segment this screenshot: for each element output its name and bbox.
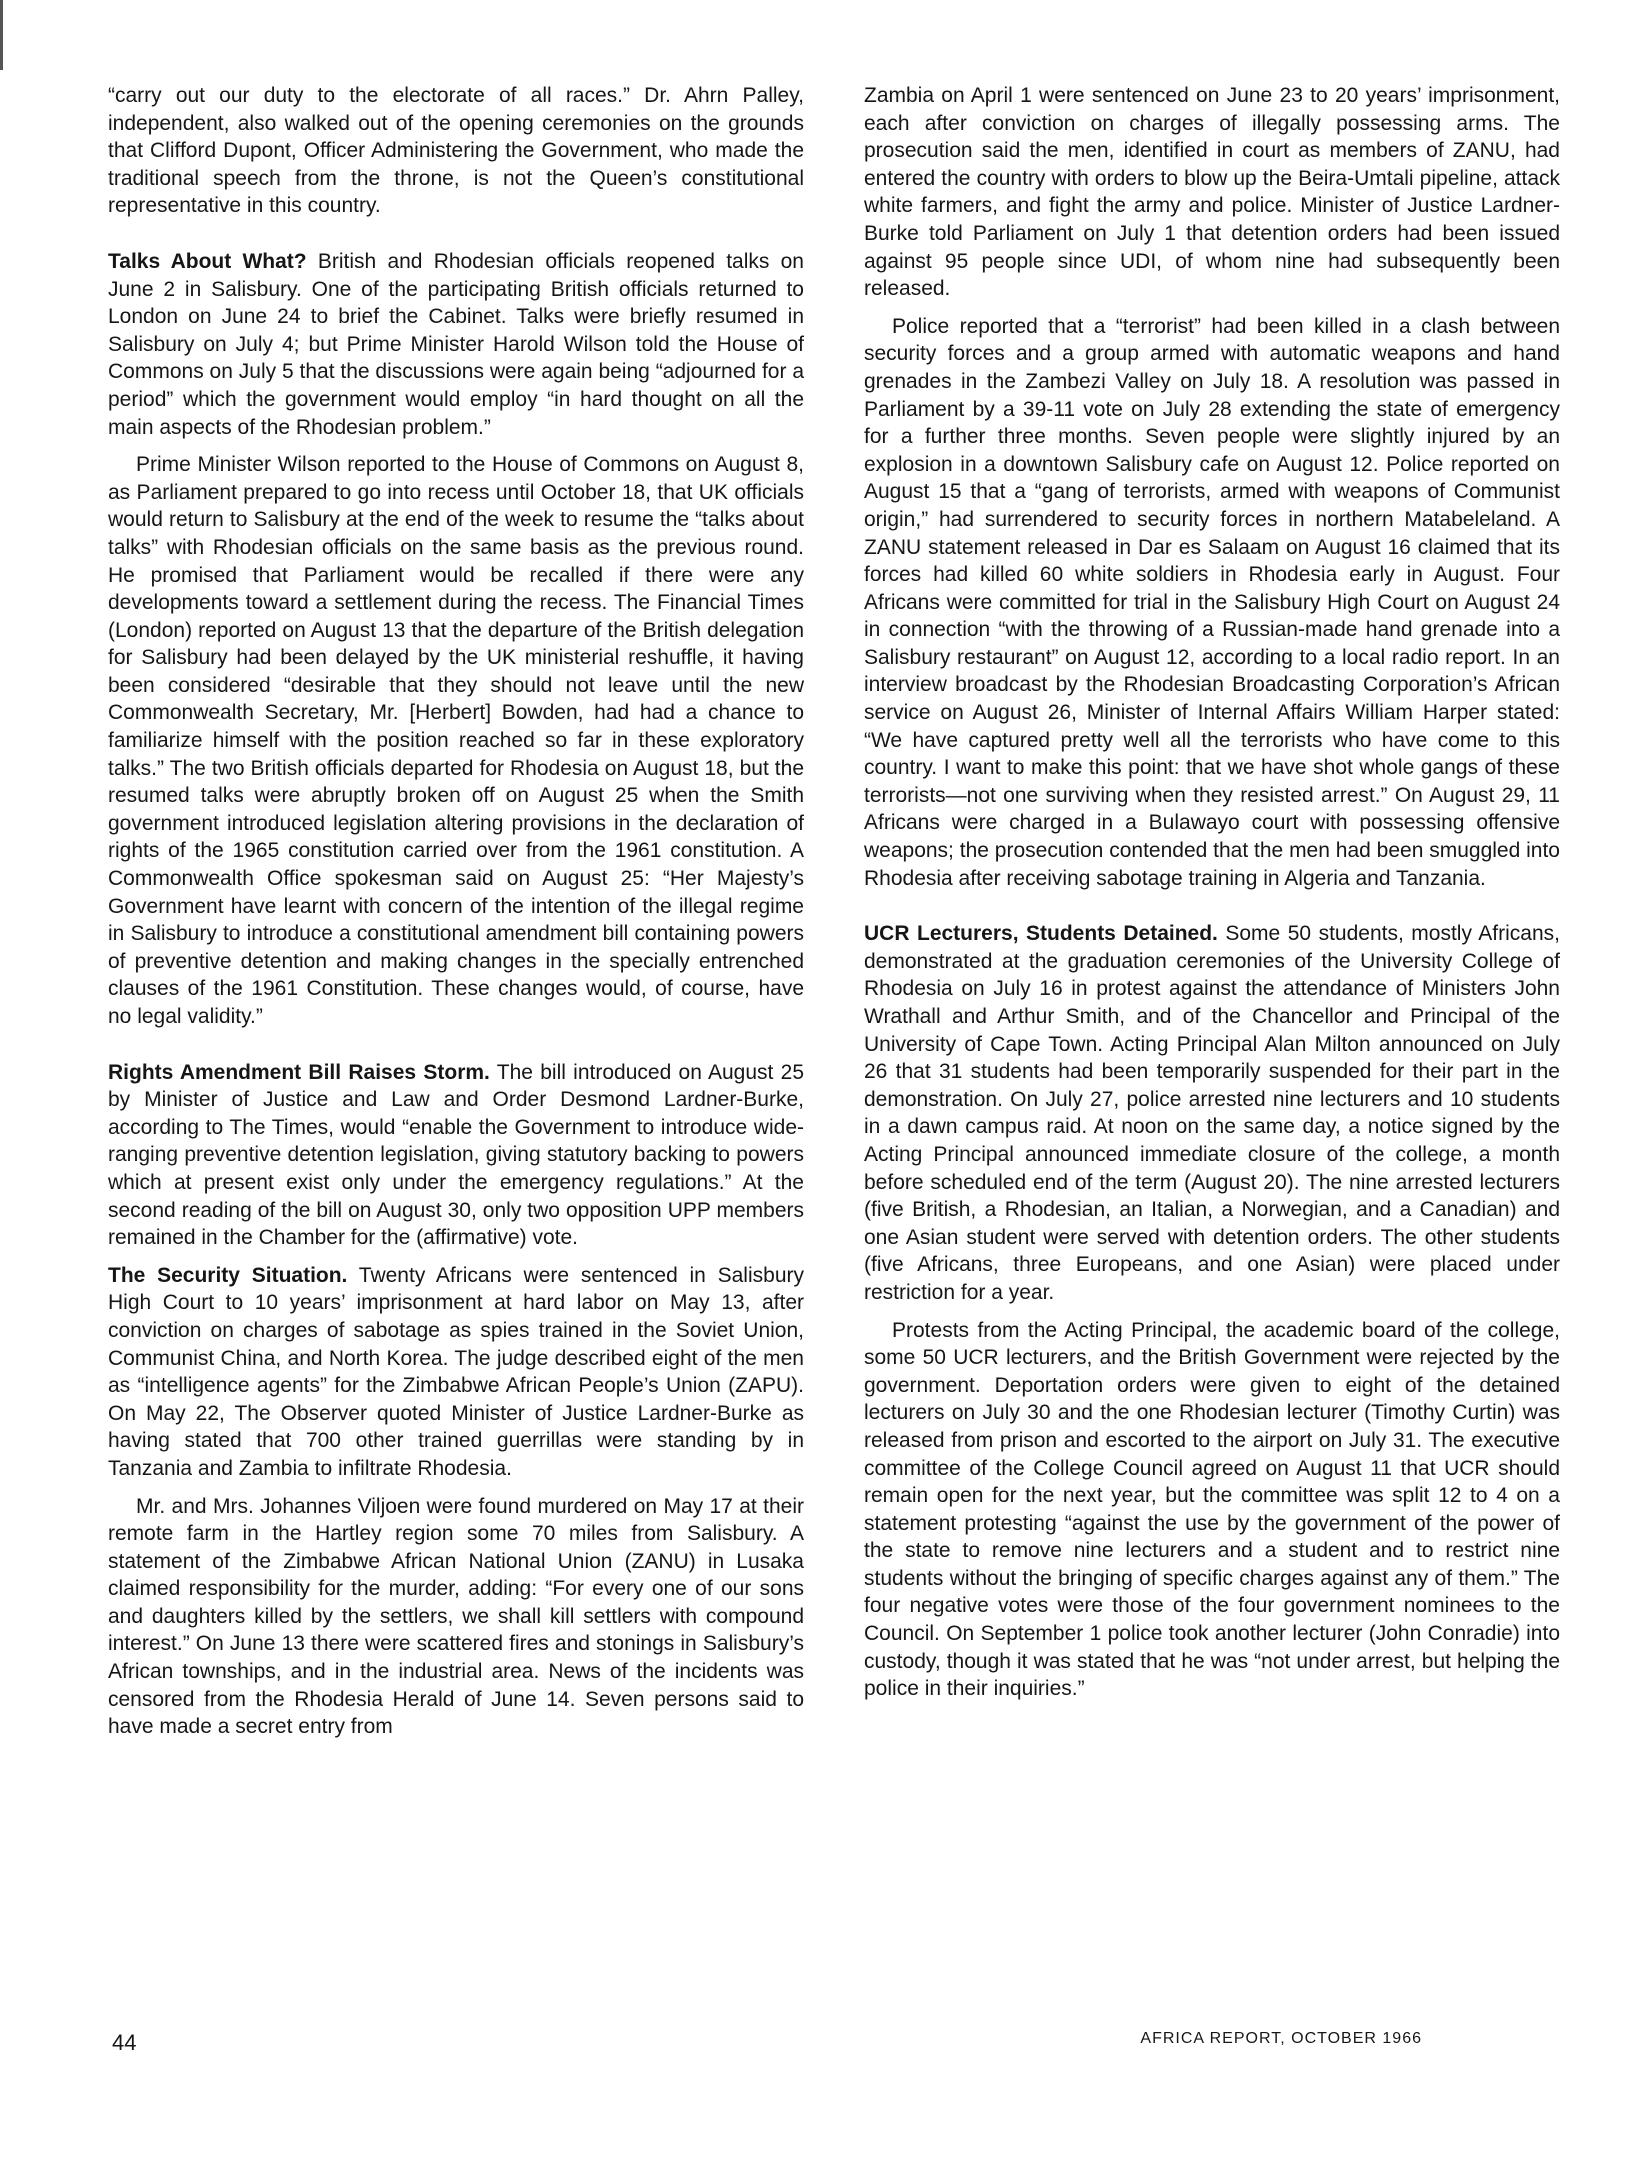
section-body: British and Rhodesian officials reopened talks on June 2 in Salisbury. One of the participating British officials returned to London on June 24 to brief the Cabinet. Talks were briefly resumed in Salisbury on July 4; but Prime Minister Harold Wilson told the House of Commons on July 5 that the discussions were again being “adjourned for a period” which the government would employ “in hard thought on all the main aspects of the Rhodesian problem.” (108, 249, 804, 439)
section-heading: The Security Situation. (108, 1263, 348, 1287)
section-heading: Rights Amendment Bill Raises Storm. (108, 1060, 490, 1084)
running-footer: AFRICA REPORT, OCTOBER 1966 (1140, 2030, 1422, 2047)
section-ucr-lecturers-detained (864, 920, 1560, 1306)
paragraph-continued: “carry out our duty to the electorate of all races.” Dr. Ahrn Palley, independent, also walked out of the opening ceremonies on the grounds that Clifford Dupont, Officer Administering the Government, who made the traditional speech from the throne, is not the Queen’s constitutional representative in this country. (108, 84, 804, 218)
left-column (108, 82, 804, 1751)
paragraph-wilson-report: Prime Minister Wilson reported to the House of Commons on August 8, as Parliament prepared to go into recess until October 18, that UK officials would return to Salisbury at the end of the week to resume the “talks about talks” with Rhodesian officials on the same basis as the previous round. He promised that Parliament would be recalled if there were any developments toward a settlement during the recess. The Financial Times (London) reported on August 13 that the departure of the British delegation for Salisbury had been delayed by the UK ministerial reshuffle, it having been considered “desirable that they should not leave until the new Commonwealth Secretary, Mr. [Herbert] Bowden, had had a chance to familiarize himself with the position reached so far in these exploratory talks.” The two British officials departed for Rhodesia on August 18, but the resumed talks were abruptly broken off on August 25 when the Smith government introduced legislation altering provisions in the declaration of rights of the 1965 constitution carried over from the 1961 constitution. A Commonwealth Office spokesman said on August 25: “Her Majesty’s Government have learnt with concern of the intention of the illegal regime in Salisbury to introduce a constitutional amendment bill containing powers of preventive detention and making changes in the specially entrenched clauses of the 1961 Constitution. These changes would, of course, have no legal validity.” (108, 453, 804, 1028)
section-body: Twenty Africans were sentenced in Salisbury High Court to 10 years’ imprisonment at hard labor on May 13, after conviction on charges of sabotage as spies trained in the Soviet Union, Communist China, and North Korea. The judge described eight of the men as “intelligence agents” for the Zimbabwe African People’s Union (ZAPU). On May 22, The Observer quoted Minister of Justice Lardner-Burke as having stated that 700 other trained guerrillas were standing by in Tanzania and Zambia to infiltrate Rhodesia. (108, 1263, 804, 1480)
section-heading: UCR Lecturers, Students Detained. (864, 922, 1218, 946)
section-heading: Talks About What? (108, 249, 307, 273)
page-number: 44 (112, 2030, 137, 2055)
paragraph-viljoen-murder: Mr. and Mrs. Johannes Viljoen were found murdered on May 17 at their remote farm in the Hartley region some 70 miles from Salisbury. A statement of the Zimbabwe African National Union (ZANU) in Lusaka claimed responsibility for the murder, adding: “For every one of our sons and daughters killed by the settlers, we shall kill settlers with compound interest.” On June 13 there were scattered fires and stonings in Salisbury’s African townships, and in the industrial area. News of the incidents was censored from the Rhodesia Herald of June 14. Seven persons said to have made a secret entry from (108, 1494, 804, 1739)
scan-edge-mark (0, 0, 3, 70)
section-rights-amendment-bill (108, 1059, 804, 1252)
section-talks-about-what (108, 248, 804, 441)
right-column (864, 82, 1560, 1713)
section-body: Some 50 students, mostly Africans, demonstrated at the graduation ceremonies of the University College of Rhodesia on July 16 in protest against the attendance of Ministers John Wrathall and Arthur Smith, and of the Chancellor and Principal of the University of Cape Town. Acting Principal Alan Milton announced on July 26 that 31 students had been temporarily suspended for their part in the demonstration. On July 27, police arrested nine lecturers and 10 students in a dawn campus raid. At noon on the same day, a notice signed by the Acting Principal announced immediate closure of the college, a month before scheduled end of the term (August 20). The nine arrested lecturers (five British, a Rhodesian, an Italian, a Norwegian, and a Canadian) and one Asian student were served with detention orders. The other students (five Africans, three Europeans, and one Asian) were placed under restriction for a year. (864, 922, 1560, 1304)
section-security-situation (108, 1262, 804, 1483)
paragraph-police-reports: Police reported that a “terrorist” had been killed in a clash between security forces and a group armed with automatic weapons and hand grenades in the Zambezi Valley on July 18. A resolution was passed in Parliament by a 39-11 vote on July 28 extending the state of emergency for a further three months. Seven people were slightly injured by an explosion in a downtown Salisbury cafe on August 12. Police reported on August 15 that a “gang of terrorists, armed with weapons of Communist origin,” had surrendered to security forces in northern Matabeleland. A ZANU statement released in Dar es Salaam on August 16 claimed that its forces had killed 60 white soldiers in Rhodesia early in August. Four Africans were committed for trial in the Salisbury High Court on August 24 in connection “with the throwing of a Russian-made hand grenade into a Salisbury restaurant” on August 12, according to a local radio report. In an interview broadcast by the Rhodesian Broadcasting Corporation’s African service on August 26, Minister of Internal Affairs William Harper stated: “We have captured pretty well all the terrorists who have come to this country. I want to make this point: that we have shot whole gangs of these terrorists—not one surviving when they resisted arrest.” On August 29, 11 Africans were charged in a Bulawayo court with possessing offensive weapons; the prosecution contended that the men had been smuggled into Rhodesia after receiving sabotage training in Algeria and Tanzania. (864, 314, 1560, 890)
section-body: The bill introduced on August 25 by Minister of Justice and Law and Order Desmond Lardner-Burke, according to The Times, would “enable the Government to introduce wide-ranging preventive detention legislation, giving statutory backing to powers which at present exist only under the emergency regulations.” At the second reading of the bill on August 30, only two opposition UPP members remained in the Chamber for the (affirmative) vote. (108, 1060, 805, 1250)
paragraph-continued: Zambia on April 1 were sentenced on June 23 to 20 years’ imprisonment, each after conviction on charges of illegally possessing arms. The prosecution said the men, identified in court as members of ZANU, had entered the country with orders to blow up the Beira-Umtali pipeline, attack white farmers, and fight the army and police. Minister of Justice Lardner-Burke told Parliament on July 1 that detention orders had been issued against 95 people since UDI, of whom nine had subsequently been released. (864, 84, 1560, 301)
paragraph-protests: Protests from the Acting Principal, the academic board of the college, some 50 UCR lecturers, and the British Government were rejected by the government. Deportation orders were given to eight of the detained lecturers on July 30 and the one Rhodesian lecturer (Timothy Curtin) was released from prison and escorted to the airport on July 31. The executive committee of the College Council agreed on August 11 that UCR should remain open for the next year, but the committee was split 12 to 4 on a statement protesting “against the use by the government of the power of the state to remove nine lecturers and a student and to restrict nine students without the bringing of specific charges against any of them.” The four negative votes were those of the four government nominees to the Council. On September 1 police took another lecturer (John Conradie) into custody, though it was stated that he was “not under arrest, but helping the police in their inquiries.” (864, 1318, 1560, 1701)
